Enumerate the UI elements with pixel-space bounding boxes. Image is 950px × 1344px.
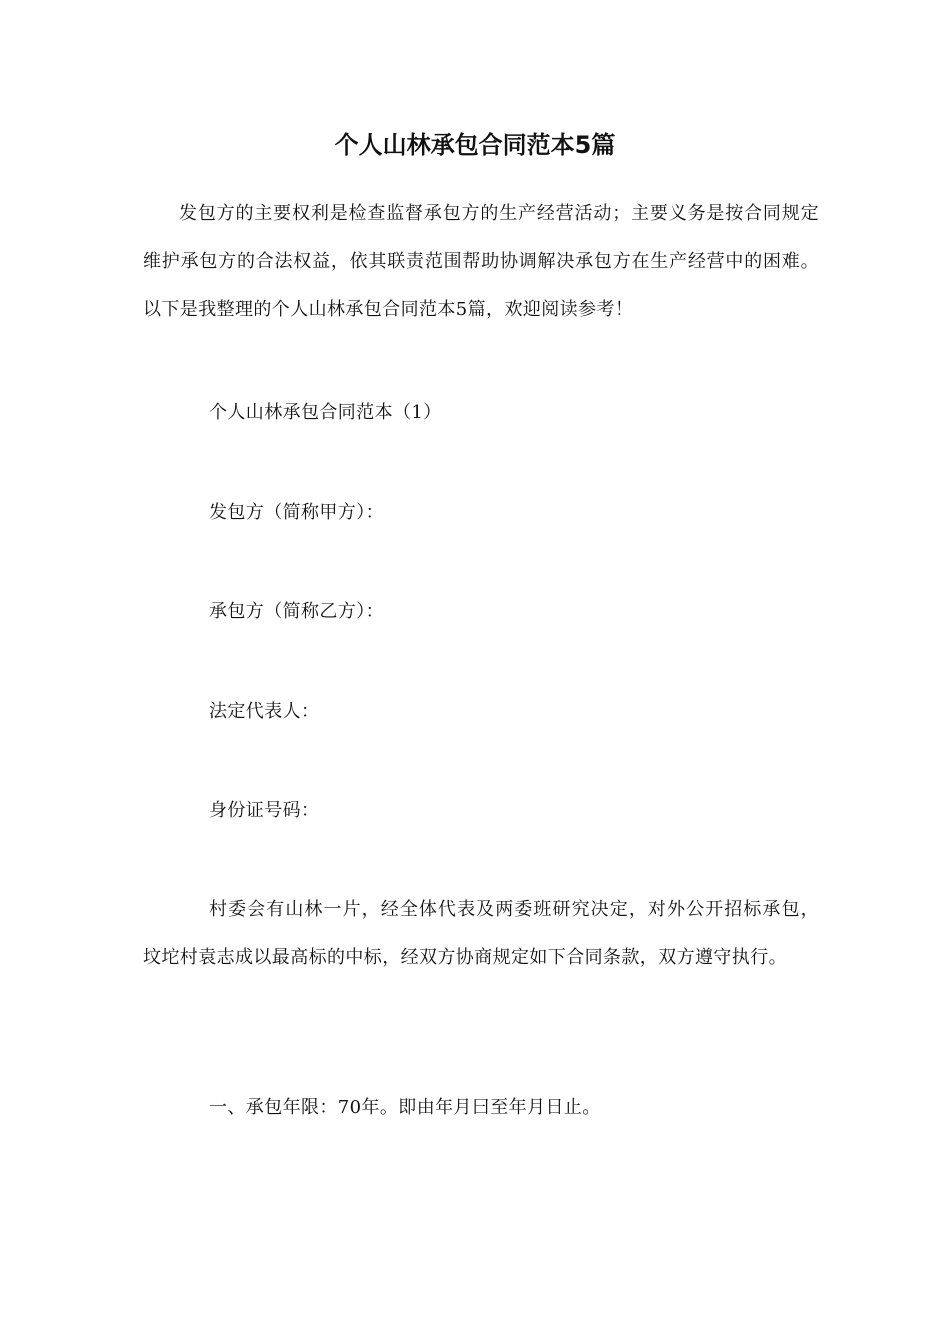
clause-1: 一、承包年限：70年。即由年月曰至年月日止。 xyxy=(209,1097,601,1118)
id-number-line: 身份证号码： xyxy=(209,800,320,821)
party-a-line: 发包方（简称甲方）： xyxy=(209,502,384,523)
intro-paragraph: 发包方的主要权利是检查监督承包方的生产经营活动；主要义务是按合同规定维护承包方的合法权益，依其联责范围帮助协调解决承包方在生产经营中的困难。以下是我整理的个人山林承包合同范本5篇，欢迎阅读参考！ xyxy=(143,203,819,320)
section-heading: 个人山林承包合同范本（1） xyxy=(209,402,442,423)
party-b-line: 承包方（简称乙方）： xyxy=(209,601,384,622)
document-title: 个人山林承包合同范本5篇 xyxy=(334,131,616,159)
legal-representative-line: 法定代表人： xyxy=(209,701,320,722)
body-paragraph: 村委会有山林一片，经全体代表及两委班研究决定，对外公开招标承包， 坟坨村袁志成以最高标的中标，经双方协商规定如下合同条款，双方遵守执行。 xyxy=(143,899,819,968)
